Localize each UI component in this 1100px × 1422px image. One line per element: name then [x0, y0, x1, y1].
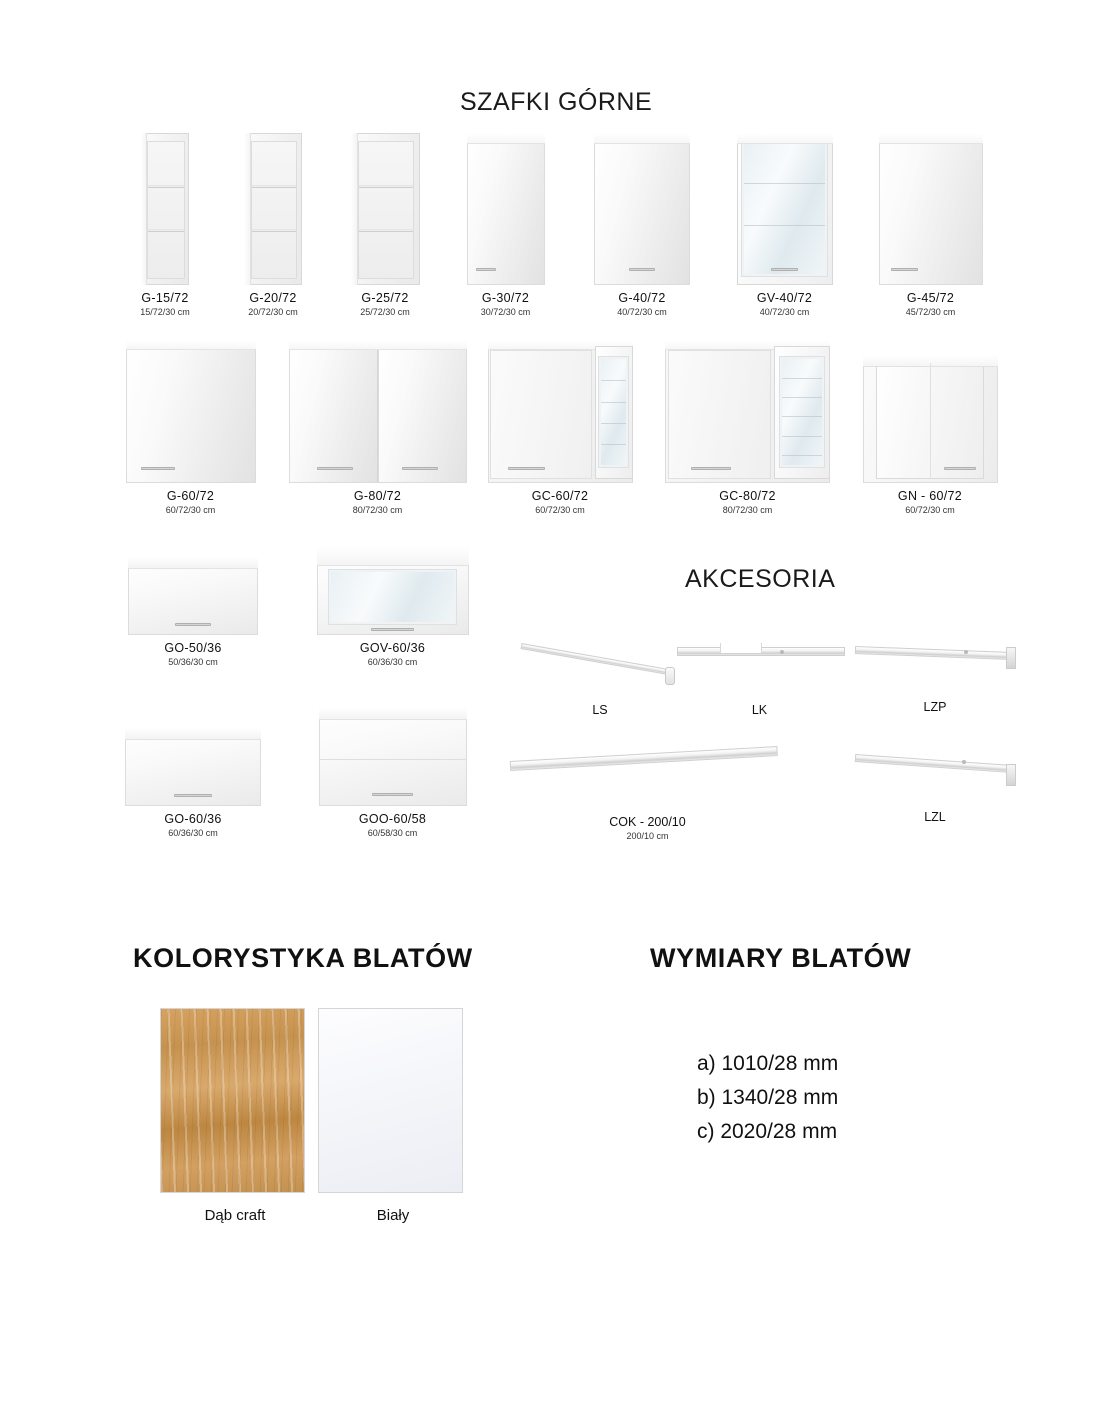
accessory-label: LK [751, 703, 768, 717]
product-code: GO-50/36 [164, 641, 222, 655]
product-code: G-45/72 [906, 291, 955, 305]
color-swatch [318, 1008, 463, 1193]
cabinet-illustration [594, 133, 690, 285]
product-item-gv-40-72[interactable] [722, 133, 847, 317]
product-dimensions: 60/36/30 cm [168, 828, 218, 838]
worktop-color-oak[interactable] [160, 1008, 310, 1224]
product-dimensions: 25/72/30 cm [360, 307, 410, 317]
product-dimensions: 50/36/30 cm [168, 657, 218, 667]
cabinet-illustration-liftup-double [319, 708, 467, 806]
accessory-label: LZL [924, 810, 946, 824]
accessory-illustration [505, 745, 790, 807]
product-code: G-25/72 [361, 291, 409, 305]
product-dimensions: 40/72/30 cm [759, 307, 810, 317]
product-code: G-80/72 [353, 489, 402, 503]
product-item-go-50-36[interactable] [118, 557, 268, 667]
cabinet-illustration [244, 133, 302, 285]
accessory-illustration [850, 742, 1020, 802]
product-code: GC-60/72 [531, 489, 589, 503]
cabinet-illustration-liftup-glass [317, 547, 469, 635]
product-dimensions: 45/72/30 cm [905, 307, 956, 317]
product-code: G-15/72 [141, 291, 189, 305]
product-item-g-15-72[interactable] [110, 133, 220, 317]
product-item-gc-60-72[interactable] [480, 340, 640, 515]
product-dimensions: 60/58/30 cm [367, 828, 418, 838]
product-code: G-40/72 [618, 291, 666, 305]
product-code: G-60/72 [166, 489, 215, 503]
worktop-size-row: c) 2020/28 mm [697, 1120, 838, 1144]
accessory-lk[interactable] [672, 635, 847, 717]
worktop-size-row: a) 1010/28 mm [697, 1052, 839, 1075]
product-item-goo-60-58[interactable] [310, 708, 475, 838]
product-code: GOV-60/36 [359, 641, 426, 655]
color-name: Dąb craft [204, 1207, 266, 1224]
product-item-g-40-72[interactable] [582, 133, 702, 317]
product-dimensions: 80/72/30 cm [722, 505, 773, 515]
product-code: GN - 60/72 [897, 489, 963, 503]
product-dimensions: 60/72/30 cm [165, 505, 216, 515]
accessory-cok-200-10[interactable] [505, 745, 790, 841]
cabinet-illustration [126, 340, 256, 483]
product-code: GO-60/36 [164, 812, 222, 826]
product-dimensions: 60/72/30 cm [535, 505, 585, 515]
accessory-label: LZP [923, 700, 947, 714]
cabinet-illustration [879, 133, 983, 285]
section-title-accessories: AKCESORIA [685, 565, 836, 593]
product-item-g-25-72[interactable] [330, 133, 440, 317]
product-code: G-20/72 [249, 291, 297, 305]
cabinet-illustration [350, 133, 420, 285]
product-code: GC-80/72 [719, 489, 776, 503]
color-swatch [160, 1008, 305, 1193]
accessory-label: COK - 200/10 [609, 815, 686, 829]
worktop-size-row: b) 1340/28 mm [697, 1086, 839, 1110]
product-item-gov-60-36[interactable] [310, 547, 475, 667]
product-item-g-20-72[interactable] [218, 133, 328, 317]
section-title-worktop-colors: KOLORYSTYKA BLATÓW [133, 943, 473, 973]
product-code: GOO-60/58 [358, 812, 427, 826]
accessory-ls[interactable] [515, 635, 685, 717]
cabinet-illustration [141, 133, 189, 285]
product-item-gn-60-72[interactable] [855, 355, 1005, 515]
cabinet-illustration-glass [737, 133, 833, 285]
product-dimensions: 30/72/30 cm [480, 307, 531, 317]
product-item-gc-80-72[interactable] [660, 340, 835, 515]
product-item-g-80-72[interactable] [285, 340, 470, 515]
product-item-g-30-72[interactable] [448, 133, 563, 317]
accessory-lzl[interactable] [850, 742, 1020, 824]
product-item-go-60-36[interactable] [118, 728, 268, 838]
cabinet-illustration-corner-angled [863, 355, 998, 483]
product-dimensions: 15/72/30 cm [140, 307, 190, 317]
cabinet-illustration [467, 133, 545, 285]
product-item-g-60-72[interactable] [118, 340, 263, 515]
product-dimensions: 20/72/30 cm [248, 307, 298, 317]
worktop-sizes-list [697, 1047, 838, 1149]
product-code: GV-40/72 [756, 291, 813, 305]
accessory-illustration [672, 635, 847, 695]
accessory-illustration [515, 635, 685, 695]
product-dimensions: 60/72/30 cm [905, 505, 955, 515]
accessory-dimensions: 200/10 cm [626, 831, 669, 841]
worktop-color-white[interactable] [318, 1008, 468, 1224]
product-dimensions: 60/36/30 cm [367, 657, 418, 667]
cabinet-illustration-liftup [128, 557, 258, 635]
section-title-worktop-sizes: WYMIARY BLATÓW [650, 943, 912, 973]
product-dimensions: 80/72/30 cm [352, 505, 403, 515]
section-title-upper-cabinets: SZAFKI GÓRNE [460, 88, 653, 116]
accessory-lzp[interactable] [850, 632, 1020, 714]
product-dimensions: 40/72/30 cm [617, 307, 667, 317]
cabinet-illustration-liftup [125, 728, 261, 806]
cabinet-illustration-corner [665, 340, 830, 483]
cabinet-illustration [289, 340, 467, 483]
color-name: Biały [376, 1207, 410, 1224]
accessory-illustration [850, 632, 1020, 692]
accessory-label: LS [592, 703, 608, 717]
product-code: G-30/72 [481, 291, 530, 305]
product-item-g-45-72[interactable] [868, 133, 993, 317]
cabinet-illustration-corner [488, 340, 633, 483]
